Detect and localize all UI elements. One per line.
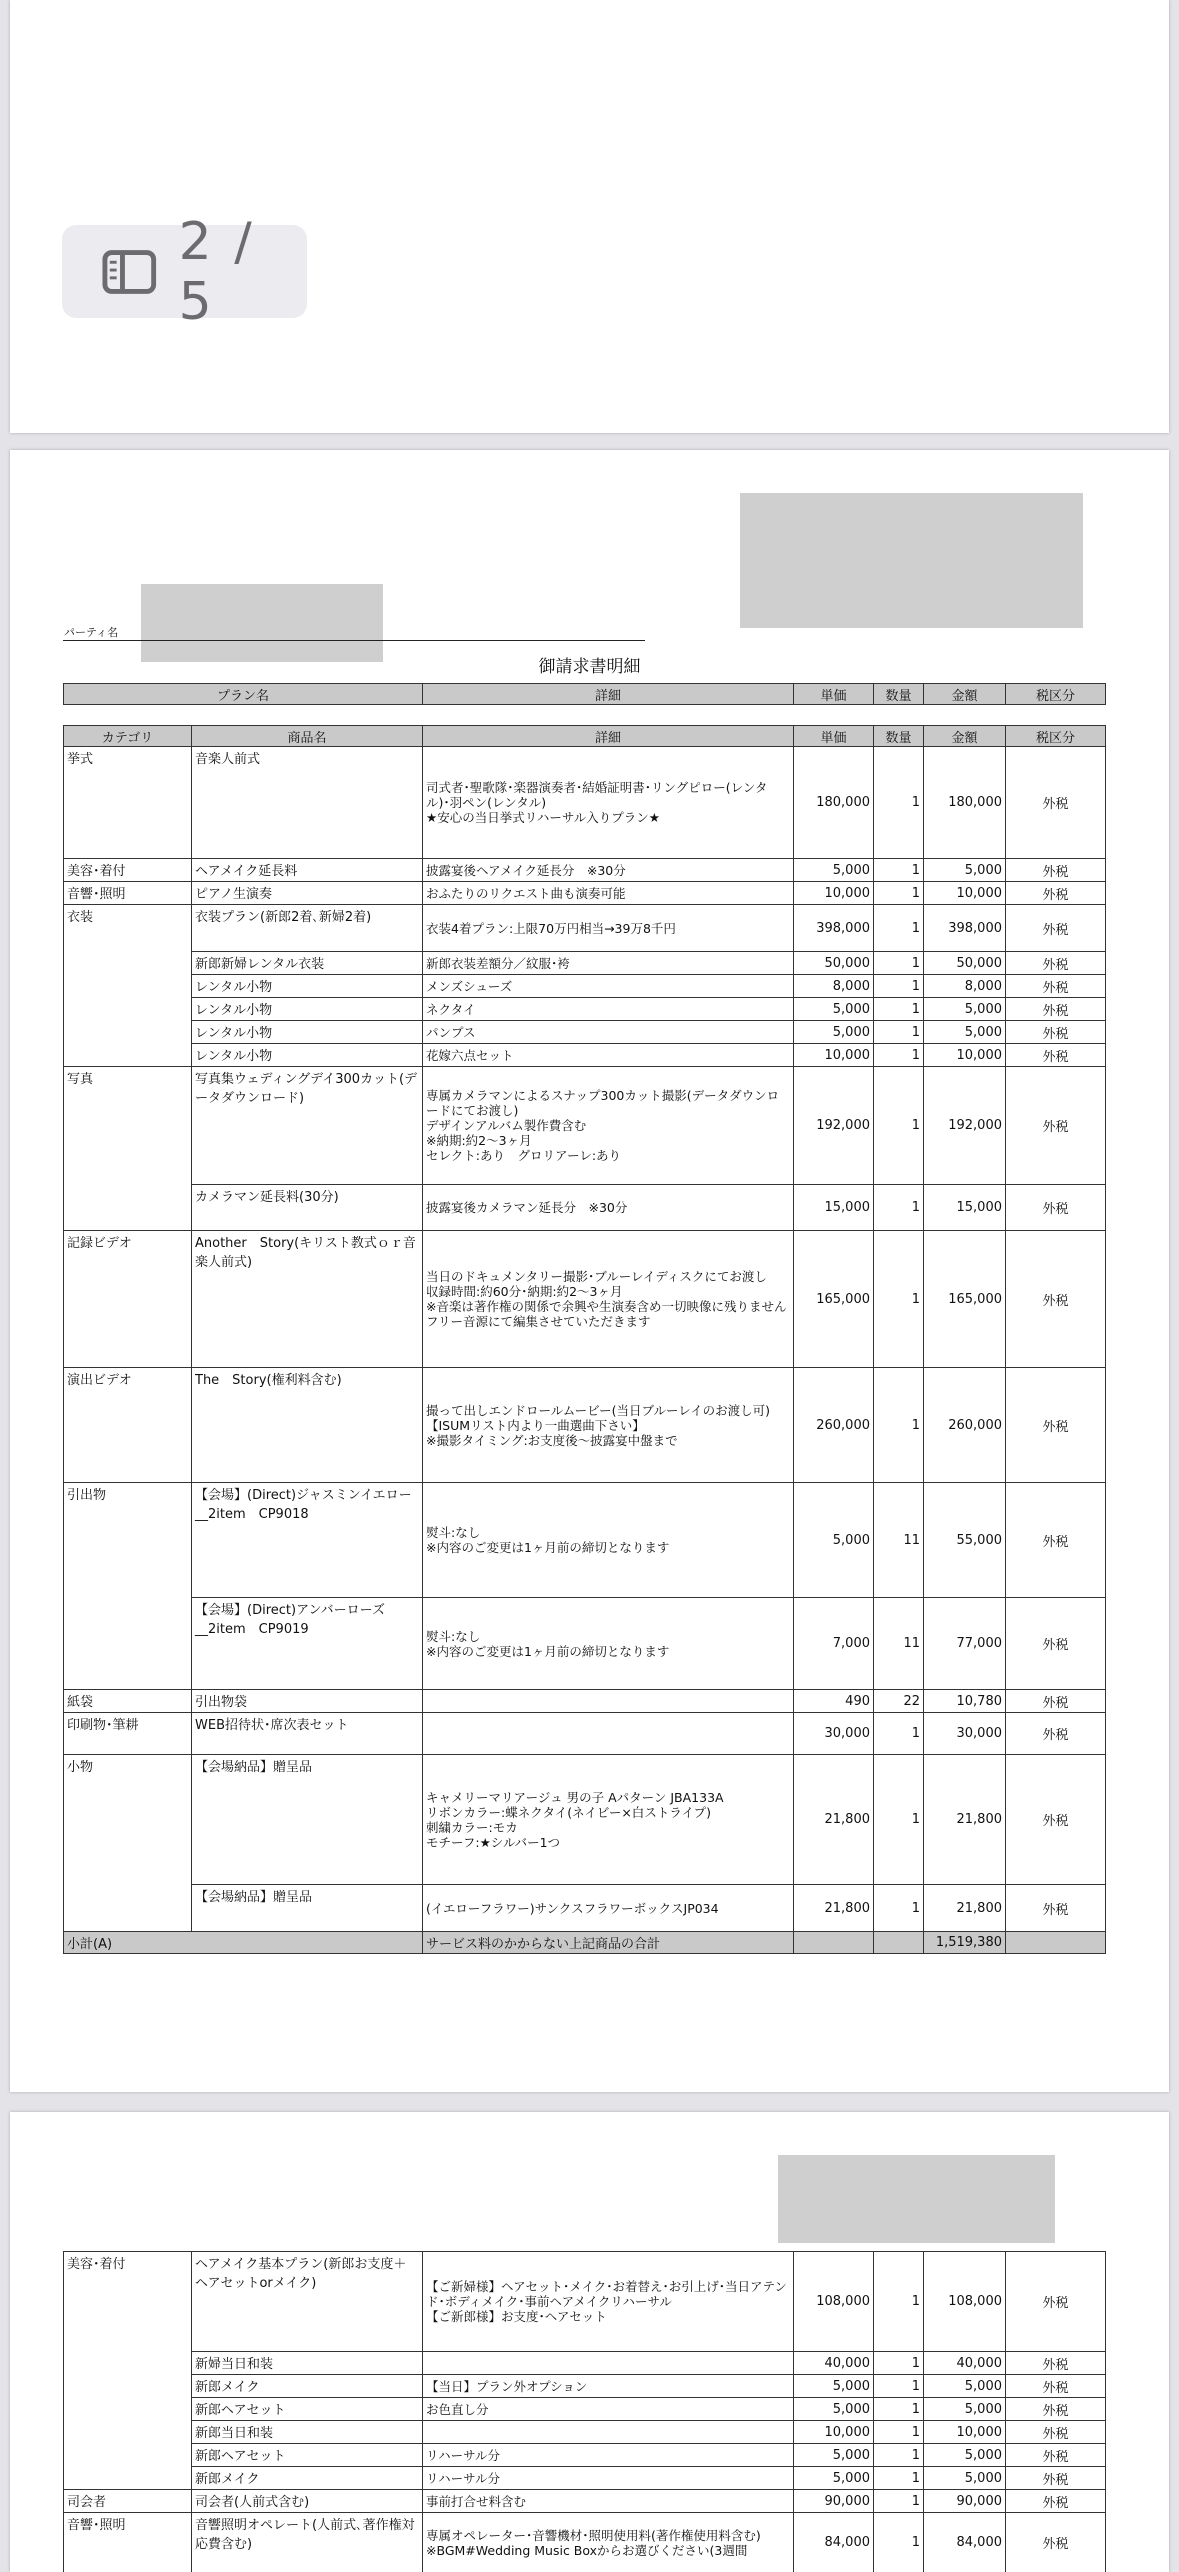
detail-cell: 専属オペレーター･音響機材･照明使用料(著作権使用料含む) ※BGM#Wedding Music Boxからお選びください(3週間: [423, 2513, 794, 2572]
detail-cell: パンプス: [423, 1021, 794, 1044]
quantity-cell: 1: [874, 1713, 924, 1755]
table-row: [64, 2352, 1106, 2375]
item-name-cell: 【会場】(Direct)ジャスミンイエロー__2item CP9018: [192, 1483, 423, 1598]
unit-price-cell: 84,000: [794, 2513, 874, 2572]
detail-cell: キャメリーマリアージュ 男の子 Aパターン JBA133A リボンカラー:蝶ネクタイ(ネイビー×白ストライプ) 刺繍カラー:モカ モチーフ:★シルバー1つ: [423, 1755, 794, 1885]
category-cell: 記録ビデオ: [64, 1231, 192, 1368]
table-row: [64, 1067, 1106, 1185]
tax-category-cell: 外税: [1006, 1483, 1106, 1598]
tax-category-cell: 外税: [1006, 1885, 1106, 1932]
tax-category-cell: 外税: [1006, 975, 1106, 998]
amount-cell: 5,000: [924, 998, 1006, 1021]
unit-price-cell: 180,000: [794, 747, 874, 859]
item-header: 商品名: [192, 726, 423, 747]
tax-category-cell: 外税: [1006, 1598, 1106, 1690]
amount-cell: 21,800: [924, 1755, 1006, 1885]
unit-price-header: 単価: [794, 726, 874, 747]
quantity-cell: 1: [874, 2252, 924, 2352]
detail-cell: 専属カメラマンによるスナップ300カット撮影(データダウンロードにてお渡し) デザインアルバム製作費含む ※納期:約2～3ヶ月 セレクト:あり グロリアーレ:あり: [423, 1067, 794, 1185]
quantity-cell: 1: [874, 1368, 924, 1483]
tax-category-cell: 外税: [1006, 2352, 1106, 2375]
subtotal-row: [64, 1932, 1106, 1954]
unit-price-cell: 15,000: [794, 1185, 874, 1231]
plan-name-header: プラン名: [64, 684, 423, 705]
amount-cell: 10,000: [924, 1044, 1006, 1067]
detail-cell: [423, 1713, 794, 1755]
unit-price-cell: 30,000: [794, 1713, 874, 1755]
item-name-cell: 新郎ヘアセット: [192, 2444, 423, 2467]
unit-price-cell: 10,000: [794, 1044, 874, 1067]
subtotal-unit-empty: [794, 1932, 874, 1954]
amount-cell: 5,000: [924, 2375, 1006, 2398]
detail-cell: リハーサル分: [423, 2444, 794, 2467]
category-header: カテゴリ: [64, 726, 192, 747]
unit-price-cell: 260,000: [794, 1368, 874, 1483]
redacted-logo: [740, 493, 1083, 628]
detail-cell: 新郎衣装差額分／紋服･袴: [423, 952, 794, 975]
detail-cell: おふたりのリクエスト曲も演奏可能: [423, 882, 794, 905]
subtotal-label: 小計(A): [64, 1932, 423, 1954]
table-row: [64, 1598, 1106, 1690]
table-row: [64, 952, 1106, 975]
subtotal-amount: 1,519,380: [924, 1932, 1006, 1954]
item-name-cell: ピアノ生演奏: [192, 882, 423, 905]
item-name-cell: Another Story(キリスト教式ｏｒ音楽人前式): [192, 1231, 423, 1368]
amount-cell: 50,000: [924, 952, 1006, 975]
quantity-cell: 1: [874, 2375, 924, 2398]
page-indicator-text: 2 / 5: [179, 212, 307, 332]
detail-cell: 花嫁六点セット: [423, 1044, 794, 1067]
redacted-party-name: [141, 584, 383, 662]
previous-page: [10, 0, 1169, 433]
item-name-cell: カメラマン延長料(30分): [192, 1185, 423, 1231]
unit-price-cell: 5,000: [794, 1483, 874, 1598]
unit-price-cell: 165,000: [794, 1231, 874, 1368]
tax-category-cell: 外税: [1006, 1231, 1106, 1368]
tax-category-cell: 外税: [1006, 1044, 1106, 1067]
unit-price-cell: 5,000: [794, 2398, 874, 2421]
detail-cell: 【当日】プラン外オプション: [423, 2375, 794, 2398]
sidebar-icon: [102, 249, 157, 295]
item-name-cell: ヘアメイク基本プラン(新郎お支度＋ヘアセットorメイク): [192, 2252, 423, 2352]
detail-cell: 当日のドキュメンタリー撮影･ブルーレイディスクにてお渡し 収録時間:約60分･納期:約2～3ヶ月 ※音楽は著作権の関係で余興や生演奏含め一切映像に残りません フリー音源にて編集させていただきます: [423, 1231, 794, 1368]
detail-cell: 事前打合せ料含む: [423, 2490, 794, 2513]
unit-price-cell: 192,000: [794, 1067, 874, 1185]
unit-price-cell: 5,000: [794, 2467, 874, 2490]
party-name-line: [63, 640, 645, 641]
item-name-cell: ヘアメイク延長料: [192, 859, 423, 882]
item-name-cell: 【会場納品】贈呈品: [192, 1885, 423, 1932]
amount-cell: 180,000: [924, 747, 1006, 859]
detail-cell: 熨斗:なし ※内容のご変更は1ヶ月前の締切となります: [423, 1598, 794, 1690]
unit-price-cell: 50,000: [794, 952, 874, 975]
table-row: [64, 1690, 1106, 1713]
detail-cell: 披露宴後カメラマン延長分 ※30分: [423, 1185, 794, 1231]
item-name-cell: 新郎メイク: [192, 2375, 423, 2398]
unit-price-cell: 5,000: [794, 1021, 874, 1044]
unit-price-cell: 10,000: [794, 882, 874, 905]
category-cell: 小物: [64, 1755, 192, 1932]
table-row: [64, 975, 1106, 998]
table-row: [64, 1368, 1106, 1483]
category-cell: 司会者: [64, 2490, 192, 2513]
page-indicator[interactable]: [62, 225, 307, 318]
quantity-cell: 1: [874, 1885, 924, 1932]
quantity-cell: 1: [874, 2490, 924, 2513]
amount-header: 金額: [924, 726, 1006, 747]
plan-tax-header: 税区分: [1006, 684, 1106, 705]
detail-cell: [423, 1690, 794, 1713]
category-cell: 音響･照明: [64, 882, 192, 905]
amount-cell: 398,000: [924, 905, 1006, 952]
tax-category-cell: 外税: [1006, 1021, 1106, 1044]
item-name-cell: 音楽人前式: [192, 747, 423, 859]
tax-category-cell: 外税: [1006, 1755, 1106, 1885]
quantity-cell: 1: [874, 2444, 924, 2467]
plan-qty-header: 数量: [874, 684, 924, 705]
quantity-cell: 1: [874, 1231, 924, 1368]
table-row: [64, 859, 1106, 882]
detail-cell: [423, 2352, 794, 2375]
unit-price-cell: 5,000: [794, 2444, 874, 2467]
unit-price-cell: 7,000: [794, 1598, 874, 1690]
subtotal-qty-empty: [874, 1932, 924, 1954]
table-row: [64, 2513, 1106, 2572]
detail-cell: リハーサル分: [423, 2467, 794, 2490]
unit-price-cell: 5,000: [794, 859, 874, 882]
detail-cell: (イエローフラワー)サンクスフラワーボックスJP034: [423, 1885, 794, 1932]
quantity-cell: 1: [874, 1021, 924, 1044]
table-row: [64, 905, 1106, 952]
item-name-cell: レンタル小物: [192, 1044, 423, 1067]
amount-cell: 165,000: [924, 1231, 1006, 1368]
tax-category-cell: 外税: [1006, 882, 1106, 905]
tax-category-cell: 外税: [1006, 2252, 1106, 2352]
quantity-cell: 1: [874, 1185, 924, 1231]
detail-cell: 熨斗:なし ※内容のご変更は1ヶ月前の締切となります: [423, 1483, 794, 1598]
tax-category-cell: 外税: [1006, 2421, 1106, 2444]
amount-cell: 10,000: [924, 882, 1006, 905]
tax-category-cell: 外税: [1006, 2467, 1106, 2490]
detail-cell: お色直し分: [423, 2398, 794, 2421]
table-row: [64, 2252, 1106, 2352]
tax-category-cell: 外税: [1006, 2490, 1106, 2513]
tax-category-cell: 外税: [1006, 1690, 1106, 1713]
category-cell: 音響･照明: [64, 2513, 192, 2572]
quantity-cell: 11: [874, 1598, 924, 1690]
unit-price-cell: 5,000: [794, 998, 874, 1021]
invoice-items-body: [64, 747, 1106, 1932]
table-row: [64, 1885, 1106, 1932]
amount-cell: 15,000: [924, 1185, 1006, 1231]
tax-category-cell: 外税: [1006, 1067, 1106, 1185]
tax-category-header: 税区分: [1006, 726, 1106, 747]
amount-cell: 90,000: [924, 2490, 1006, 2513]
tax-category-cell: 外税: [1006, 747, 1106, 859]
amount-cell: 40,000: [924, 2352, 1006, 2375]
item-name-cell: 音響照明オペレート(人前式､著作権対応費含む): [192, 2513, 423, 2572]
quantity-cell: 1: [874, 952, 924, 975]
unit-price-cell: 10,000: [794, 2421, 874, 2444]
amount-cell: 5,000: [924, 2398, 1006, 2421]
category-cell: 引出物: [64, 1483, 192, 1690]
quantity-cell: 1: [874, 2513, 924, 2572]
quantity-cell: 1: [874, 2398, 924, 2421]
tax-category-cell: 外税: [1006, 859, 1106, 882]
item-name-cell: レンタル小物: [192, 975, 423, 998]
quantity-cell: 1: [874, 2352, 924, 2375]
tax-category-cell: 外税: [1006, 905, 1106, 952]
table-row: [64, 1185, 1106, 1231]
amount-cell: 21,800: [924, 1885, 1006, 1932]
item-name-cell: 新婦当日和装: [192, 2352, 423, 2375]
unit-price-cell: 21,800: [794, 1885, 874, 1932]
table-row: [64, 2490, 1106, 2513]
table-row: [64, 2444, 1106, 2467]
table-row: [64, 1713, 1106, 1755]
plan-unit-header: 単価: [794, 684, 874, 705]
unit-price-cell: 398,000: [794, 905, 874, 952]
quantity-cell: 1: [874, 747, 924, 859]
amount-cell: 55,000: [924, 1483, 1006, 1598]
unit-price-cell: 21,800: [794, 1755, 874, 1885]
amount-cell: 192,000: [924, 1067, 1006, 1185]
tax-category-cell: 外税: [1006, 2513, 1106, 2572]
tax-category-cell: 外税: [1006, 952, 1106, 975]
table-row: [64, 2421, 1106, 2444]
quantity-cell: 1: [874, 1067, 924, 1185]
amount-cell: 10,000: [924, 2421, 1006, 2444]
tax-category-cell: 外税: [1006, 2375, 1106, 2398]
amount-cell: 5,000: [924, 2467, 1006, 2490]
tax-category-cell: 外税: [1006, 1368, 1106, 1483]
item-name-cell: 新郎メイク: [192, 2467, 423, 2490]
unit-price-cell: 8,000: [794, 975, 874, 998]
detail-cell: 披露宴後ヘアメイク延長分 ※30分: [423, 859, 794, 882]
detail-cell: メンズシューズ: [423, 975, 794, 998]
tax-category-cell: 外税: [1006, 2398, 1106, 2421]
next-page: [10, 2112, 1169, 2572]
tax-category-cell: 外税: [1006, 998, 1106, 1021]
invoice-items-table: [63, 725, 1106, 1954]
table-row: [64, 1755, 1106, 1885]
quantity-cell: 1: [874, 975, 924, 998]
item-name-cell: 【会場納品】贈呈品: [192, 1755, 423, 1885]
amount-cell: 260,000: [924, 1368, 1006, 1483]
item-name-cell: 司会者(人前式含む): [192, 2490, 423, 2513]
amount-cell: 5,000: [924, 859, 1006, 882]
table-row: [64, 998, 1106, 1021]
detail-cell: 衣装4着プラン:上限70万円相当→39万8千円: [423, 905, 794, 952]
amount-cell: 77,000: [924, 1598, 1006, 1690]
quantity-cell: 11: [874, 1483, 924, 1598]
quantity-cell: 1: [874, 2467, 924, 2490]
quantity-cell: 1: [874, 2421, 924, 2444]
quantity-cell: 22: [874, 1690, 924, 1713]
amount-cell: 5,000: [924, 2444, 1006, 2467]
amount-cell: 10,780: [924, 1690, 1006, 1713]
item-name-cell: 写真集ウェディングデイ300カット(データダウンロード): [192, 1067, 423, 1185]
next-page-items-table: [63, 2251, 1106, 2572]
item-name-cell: The Story(権利料含む): [192, 1368, 423, 1483]
unit-price-cell: 490: [794, 1690, 874, 1713]
detail-cell: ネクタイ: [423, 998, 794, 1021]
amount-cell: 5,000: [924, 1021, 1006, 1044]
item-name-cell: 新郎新婦レンタル衣装: [192, 952, 423, 975]
detail-cell: 撮って出しエンドロールムービー(当日ブルーレイのお渡し可) 【ISUMリスト内より一曲選曲下さい】 ※撮影タイミング:お支度後～披露宴中盤まで: [423, 1368, 794, 1483]
unit-price-cell: 5,000: [794, 2375, 874, 2398]
category-cell: 演出ビデオ: [64, 1368, 192, 1483]
item-name-cell: 【会場】(Direct)アンバーローズ__2item CP9019: [192, 1598, 423, 1690]
item-name-cell: 新郎当日和装: [192, 2421, 423, 2444]
category-cell: 美容･着付: [64, 2252, 192, 2490]
subtotal-tax-empty: [1006, 1932, 1106, 1954]
table-row: [64, 2467, 1106, 2490]
next-page-items-body: [64, 2252, 1106, 2572]
item-name-cell: 衣装プラン(新郎2着､新婦2着): [192, 905, 423, 952]
item-name-cell: レンタル小物: [192, 1021, 423, 1044]
redacted-logo: [778, 2155, 1055, 2243]
quantity-cell: 1: [874, 1755, 924, 1885]
quantity-cell: 1: [874, 998, 924, 1021]
item-name-cell: レンタル小物: [192, 998, 423, 1021]
table-row: [64, 1021, 1106, 1044]
unit-price-cell: 40,000: [794, 2352, 874, 2375]
table-row: [64, 1044, 1106, 1067]
table-row: [64, 747, 1106, 859]
amount-cell: 30,000: [924, 1713, 1006, 1755]
detail-header: 詳細: [423, 726, 794, 747]
quantity-cell: 1: [874, 882, 924, 905]
table-row: [64, 1483, 1106, 1598]
amount-cell: 84,000: [924, 2513, 1006, 2572]
party-name-label: パーティ名: [64, 624, 118, 640]
plan-amount-header: 金額: [924, 684, 1006, 705]
table-row: [64, 2398, 1106, 2421]
unit-price-cell: 108,000: [794, 2252, 874, 2352]
plan-detail-header: 詳細: [423, 684, 794, 705]
quantity-cell: 1: [874, 905, 924, 952]
category-cell: 衣装: [64, 905, 192, 1067]
plan-header-table: [63, 683, 1106, 705]
detail-cell: 【ご新婦様】ヘアセット･メイク･お着替え･お引上げ･当日アテンド･ボディメイク･事前ヘアメイクリハーサル 【ご新郎様】お支度･ヘアセット: [423, 2252, 794, 2352]
category-cell: 写真: [64, 1067, 192, 1231]
quantity-cell: 1: [874, 859, 924, 882]
table-row: [64, 882, 1106, 905]
table-row: [64, 1231, 1106, 1368]
category-cell: 美容･着付: [64, 859, 192, 882]
tax-category-cell: 外税: [1006, 2444, 1106, 2467]
quantity-cell: 1: [874, 1044, 924, 1067]
document-title: 御請求書明細: [10, 652, 1169, 677]
category-cell: 紙袋: [64, 1690, 192, 1713]
table-row: [64, 2375, 1106, 2398]
quantity-header: 数量: [874, 726, 924, 747]
unit-price-cell: 90,000: [794, 2490, 874, 2513]
item-name-cell: WEB招待状･席次表セット: [192, 1713, 423, 1755]
amount-cell: 108,000: [924, 2252, 1006, 2352]
amount-cell: 8,000: [924, 975, 1006, 998]
subtotal-detail: サービス料のかからない上記商品の合計: [423, 1932, 794, 1954]
invoice-page: [10, 450, 1169, 2092]
item-name-cell: 新郎ヘアセット: [192, 2398, 423, 2421]
tax-category-cell: 外税: [1006, 1185, 1106, 1231]
item-name-cell: 引出物袋: [192, 1690, 423, 1713]
detail-cell: 司式者･聖歌隊･楽器演奏者･結婚証明書･リングピロー(レンタル)･羽ペン(レンタル) ★安心の当日挙式リハーサル入りプラン★: [423, 747, 794, 859]
detail-cell: [423, 2421, 794, 2444]
category-cell: 印刷物･筆耕: [64, 1713, 192, 1755]
tax-category-cell: 外税: [1006, 1713, 1106, 1755]
category-cell: 挙式: [64, 747, 192, 859]
